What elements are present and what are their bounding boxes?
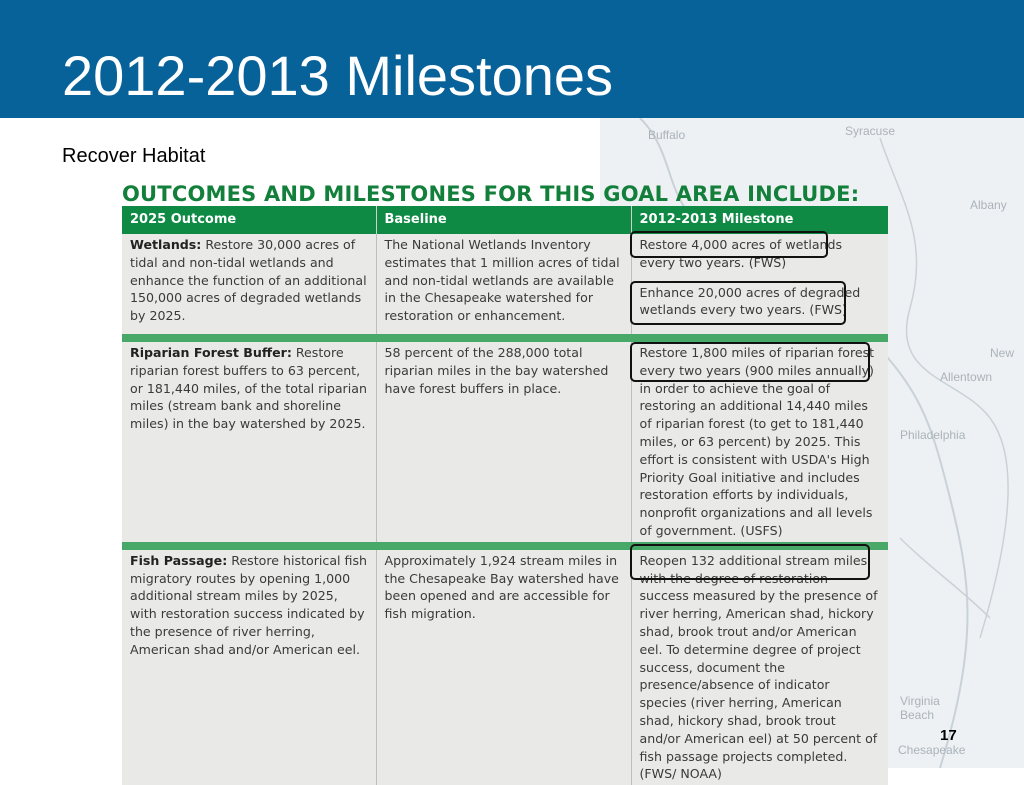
outcome-text: Restore riparian forest buffers to 63 percent, or 181,440 miles, of the total riparian miles (stream bank and shoreline miles) in the bay watershed by 2025. xyxy=(130,345,367,432)
slide-subtitle: Recover Habitat xyxy=(62,145,206,167)
column-header-outcome: 2025 Outcome xyxy=(122,206,376,234)
outcome-cell xyxy=(122,550,376,785)
table-header-row xyxy=(122,206,888,234)
outcome-lead: Riparian Forest Buffer: xyxy=(130,345,292,360)
outcome-lead: Wetlands: xyxy=(130,237,202,252)
map-label: Virginia Beach xyxy=(900,694,940,722)
outcome-cell xyxy=(122,234,376,334)
map-label: Chesapeake xyxy=(898,743,966,757)
milestone-cell: Restore 1,800 miles of riparian forest every two years (900 miles annually) in order to achieve the goal of restoring an additional 14,440 miles of riparian forest (to get to 181,440 miles, or 63 percent) by 2025. This effort is consistent with USDA's High Priority Goal initiative and includes restoration efforts by individuals, nonprofit organizations and all levels of government. (USFS) xyxy=(639,345,875,538)
outcome-lead: Fish Passage: xyxy=(130,552,228,568)
highlight-box xyxy=(630,544,870,580)
map-label: Philadelphia xyxy=(900,428,966,442)
outcome-cell xyxy=(122,342,376,542)
title-banner xyxy=(0,0,1024,118)
map-label: New xyxy=(990,346,1015,360)
column-header-baseline: Baseline xyxy=(376,206,631,234)
outcome-text: Restore historical fish migratory routes by opening 1,000 additional stream miles by 2025, with restoration success indicated by the presence of river herring, American shad and/or American eel. xyxy=(130,552,368,657)
outcome-text: Restore 30,000 acres of tidal and non-tidal wetlands and enhance the function of an additional 150,000 acres of degraded wetlands by 2025. xyxy=(130,237,367,324)
baseline-cell: 58 percent of the 288,000 total riparian miles in the bay watershed have forest buffers in place. xyxy=(376,342,631,542)
milestone-cell: Reopen 132 additional stream miles with the degree of restoration success measured by the presence of river herring, American shad, hickory shad, brook trout and/or American eel. To determine degree of project success, document the presence/absence of indicator species (river herring, American shad, hickory shad, brook trout and/or American eel) at 50 percent of fish passage projects completed. (FWS/ NOAA) xyxy=(639,552,878,782)
table-row-fish-passage xyxy=(122,550,888,785)
table-heading: OUTCOMES AND MILESTONES FOR THIS GOAL AREA INCLUDE: xyxy=(122,182,860,206)
milestone-item: Enhance 20,000 acres of degraded wetlands every two years. (FWS) xyxy=(639,284,861,318)
slide-title: 2012-2013 Milestones xyxy=(62,44,614,107)
highlight-box xyxy=(630,342,870,382)
map-label: Allentown xyxy=(940,370,993,384)
baseline-cell: Approximately 1,924 stream miles in the Chesapeake Bay watershed have been opened and are accessible for fish migration. xyxy=(376,550,631,785)
highlight-box xyxy=(630,231,828,258)
highlight-box xyxy=(630,281,846,325)
page-number: 17 xyxy=(940,727,957,744)
map-label: Albany xyxy=(970,198,1007,212)
baseline-cell: The National Wetlands Inventory estimates that 1 million acres of tidal and non-tidal wetlands are available in the Chesapeake watershed for restoration or enhancement. xyxy=(376,234,631,334)
milestone-item: Restore 4,000 acres of wetlands every two years. (FWS) xyxy=(639,237,843,270)
column-header-milestone: 2012-2013 Milestone xyxy=(631,206,888,234)
map-label: Buffalo xyxy=(648,128,686,142)
row-separator xyxy=(122,334,888,342)
map-label: Syracuse xyxy=(845,124,896,138)
